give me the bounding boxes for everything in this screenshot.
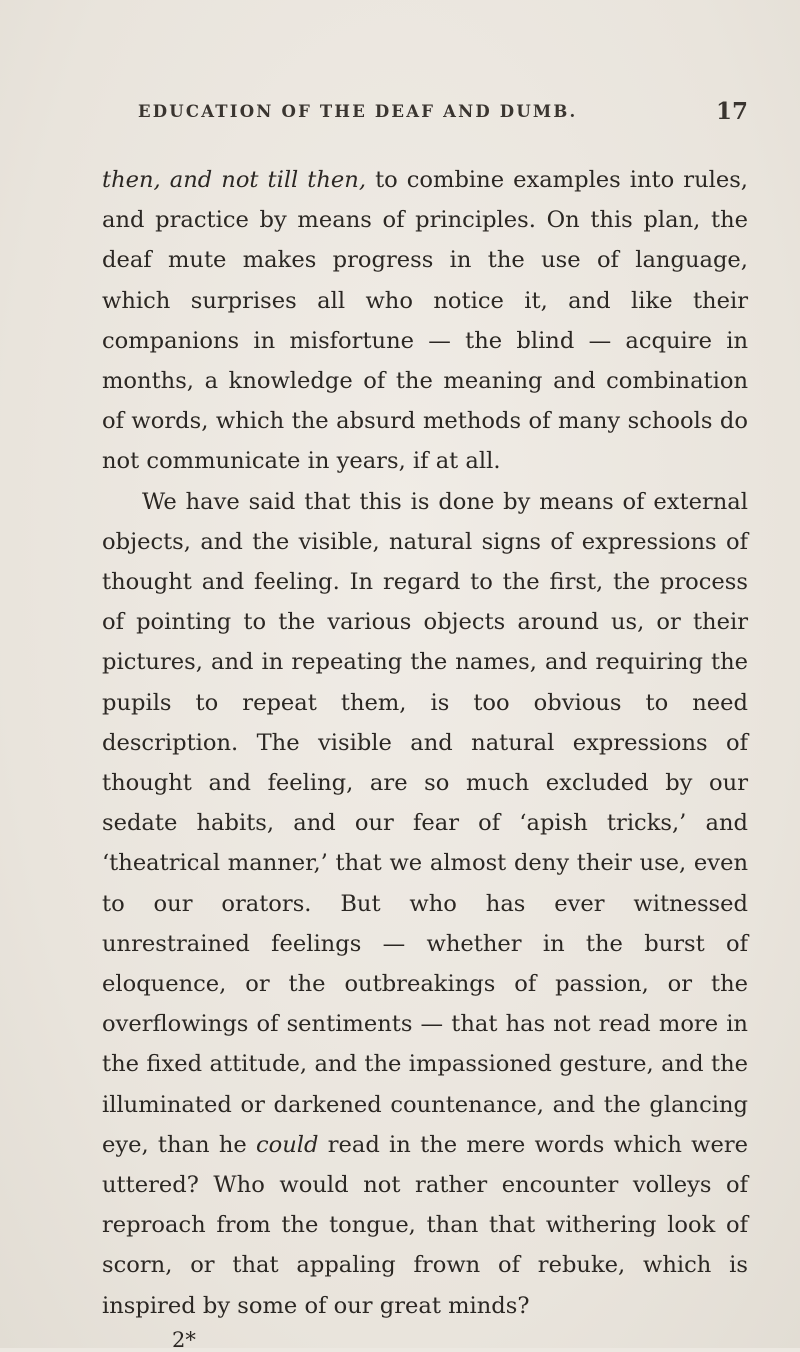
paragraph-2 bbox=[102, 482, 748, 1326]
paragraph-1 bbox=[102, 160, 748, 482]
paragraph-1-italic-intro: then, and not till then, bbox=[102, 167, 367, 193]
body-text bbox=[102, 160, 748, 1326]
paragraph-2-text-before: We have said that this is done by means of external objects, and the visible, natural signs of expressions of thought and feeling. In regard to the first, the process of pointing to the various objects around us, or their pictures, and in repeating the names, and requiring the pupils to repeat them, is too obvious to need description. The visible and natural expressions of thought and feeling, are so much excluded by our sedate habits, and our fear of ‘apish tricks,’ and ‘theatrical manner,’ that we almost deny their use, even to our orators. But who has ever witnessed unrestrained feelings — whether in the burst of eloquence, or the outbreakings of passion, or the overflowings of sentiments — that has not read more in the fixed attitude, and the impassioned gesture, and the illuminated or darkened countenance, and the glancing eye, than he bbox=[102, 488, 748, 1158]
paragraph-1-text: to combine examples into rules, and practice by means of principles. On this plan, the deaf mute makes progress in the use of language, which surprises all who notice it, and like their companions in misfortune — the blind — acquire in months, a knowledge of the meaning and combination of words, which the absurd methods of many schools do not communicate in years, if at all. bbox=[102, 167, 748, 475]
signature-mark: 2* bbox=[172, 1327, 196, 1352]
running-head: EDUCATION OF THE DEAF AND DUMB. bbox=[138, 102, 578, 121]
page-number: 17 bbox=[715, 98, 748, 125]
paragraph-2-text-after: read in the mere words which were uttered? Who would not rather encounter volleys of reproach from the tongue, than that withering look of scorn, or that appaling frown of rebuke, which is inspired by some of our great minds? bbox=[102, 1131, 748, 1319]
paragraph-2-italic-word: could bbox=[255, 1131, 319, 1158]
page-header bbox=[102, 98, 748, 146]
